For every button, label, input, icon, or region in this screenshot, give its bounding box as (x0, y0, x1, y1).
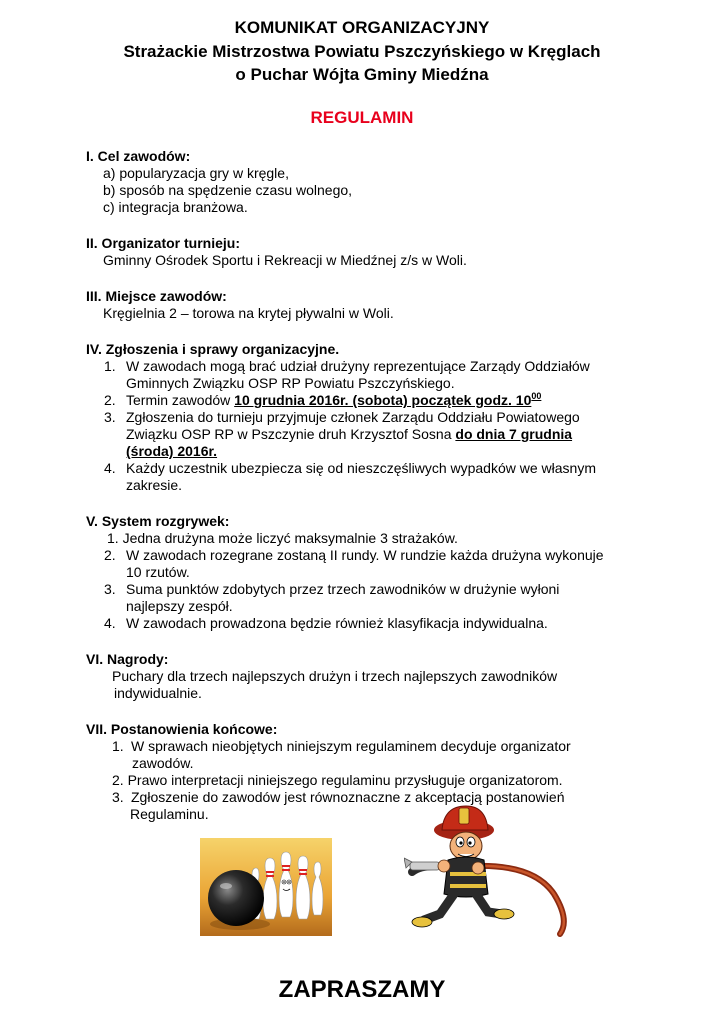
section-system (86, 513, 656, 632)
list-item (86, 392, 656, 409)
fire-hose (474, 866, 564, 934)
item-text-cont: zakresie. (126, 477, 183, 493)
header-line-1: KOMUNIKAT ORGANIZACYJNY (234, 18, 490, 37)
item-text: Suma punktów zdobytych przez trzech zawodników w drużynie wyłoni (126, 581, 560, 597)
pin-icon (296, 856, 310, 919)
item-text: Termin zawodów (126, 392, 235, 408)
section-title: VI. Nagrody: (86, 651, 169, 667)
header-line-3: o Puchar Wójta Gminy Miedźna (235, 65, 489, 84)
section-title: III. Miejsce zawodów: (86, 288, 227, 304)
item-text: W zawodach rozegrane zostaną II rundy. W rundzie każda drużyna wykonuje (126, 547, 604, 563)
item-number: 1. (104, 358, 116, 374)
section-cel (86, 148, 656, 216)
item-text: Każdy uczestnik ubezpiecza się od nieszczęśliwych wypadków we własnym (126, 460, 596, 476)
event-date: 10 grudnia 2016r. (sobota) początek godz. 10 (234, 392, 532, 408)
section-nagrody (86, 651, 656, 702)
list-item (86, 460, 656, 477)
item-text-cont: Gminnych Związku OSP RP Powiatu Pszczyńskiego. (126, 375, 455, 391)
section-title: II. Organizator turnieju: (86, 235, 241, 251)
list-item (86, 581, 656, 598)
list-item: 2. Prawo interpretacji niniejszego regulaminu przysługuje organizatorom. (112, 772, 563, 788)
firefighter-illustration (404, 802, 580, 938)
bowling-ball-icon (208, 870, 264, 926)
item-number: 2. (104, 547, 116, 563)
section-title: IV. Zgłoszenia i sprawy organizacyjne. (86, 341, 340, 357)
list-item (86, 615, 656, 632)
item-text: Związku OSP RP w Pszczynie druh Krzysztof Sosna (126, 426, 456, 442)
list-item: 1. Jedna drużyna może liczyć maksymalnie 3 strażaków. (107, 530, 458, 546)
list-item (86, 547, 656, 564)
regulamin-heading: REGULAMIN (310, 108, 414, 127)
section-text: Kręgielnia 2 – torowa na krytej pływalni w Woli. (103, 305, 394, 321)
item-text: W sprawach nieobjętych niniejszym regulaminem decyduje organizator (131, 738, 571, 754)
item-text-cont (86, 443, 656, 460)
item-number: 4. (104, 460, 116, 476)
item-number: 2. (104, 392, 116, 408)
regulations-body (86, 148, 656, 823)
section-title: VII. Postanowienia końcowe: (86, 721, 278, 737)
section-title: I. Cel zawodów: (86, 148, 191, 164)
item-text-cont: 10 rzutów. (126, 564, 190, 580)
item-number: 1. (112, 738, 124, 754)
item-number: 4. (104, 615, 116, 631)
item-text: W zawodach prowadzona będzie również klasyfikacja indywidualna. (126, 615, 548, 631)
item-number: 3. (104, 409, 116, 425)
start-time-minutes: 00 (531, 391, 542, 401)
header-line-2: Strażackie Mistrzostwa Powiatu Pszczyńskiego w Kręglach (123, 42, 601, 61)
item-text-cont: najlepszy zespół. (126, 598, 233, 614)
list-item (86, 738, 656, 755)
item-text-cont (86, 426, 656, 443)
section-zgloszenia (86, 341, 656, 494)
item-text-cont: Regulaminu. (130, 806, 209, 822)
deadline-date: do dnia 7 grudnia (455, 426, 573, 442)
section-text: Gminny Ośrodek Sportu i Rekreacji w Miedźnej z/s w Woli. (103, 252, 467, 268)
closing-invitation: ZAPRASZAMY (278, 976, 446, 1003)
bowling-illustration (200, 838, 332, 936)
list-item (86, 409, 656, 426)
item-text: W zawodach mogą brać udział drużyny reprezentujące Zarządy Oddziałów (126, 358, 590, 374)
section-text-cont: indywidualnie. (114, 685, 202, 701)
item-number: 3. (104, 581, 116, 597)
item-text: Zgłoszenia do turnieju przyjmuje członek Zarządu Oddziału Powiatowego (126, 409, 580, 425)
pin-icon (279, 852, 293, 917)
deadline-day: (środa) 2016r. (126, 443, 218, 459)
list-item: c) integracja branżowa. (103, 199, 248, 215)
list-item (86, 358, 656, 375)
section-title: V. System rozgrywek: (86, 513, 230, 529)
section-miejsce (86, 288, 656, 322)
list-item: a) popularyzacja gry w kręgle, (103, 165, 289, 181)
item-number: 3. (112, 789, 124, 805)
list-item: b) sposób na spędzenie czasu wolnego, (103, 182, 353, 198)
section-organizator (86, 235, 656, 269)
pin-icon (263, 858, 277, 919)
item-text-cont: zawodów. (132, 755, 194, 771)
section-text: Puchary dla trzech najlepszych drużyn i trzech najlepszych zawodników (112, 668, 558, 684)
item-text: Zgłoszenie do zawodów jest równoznaczne z akceptacją postanowień (131, 789, 565, 805)
